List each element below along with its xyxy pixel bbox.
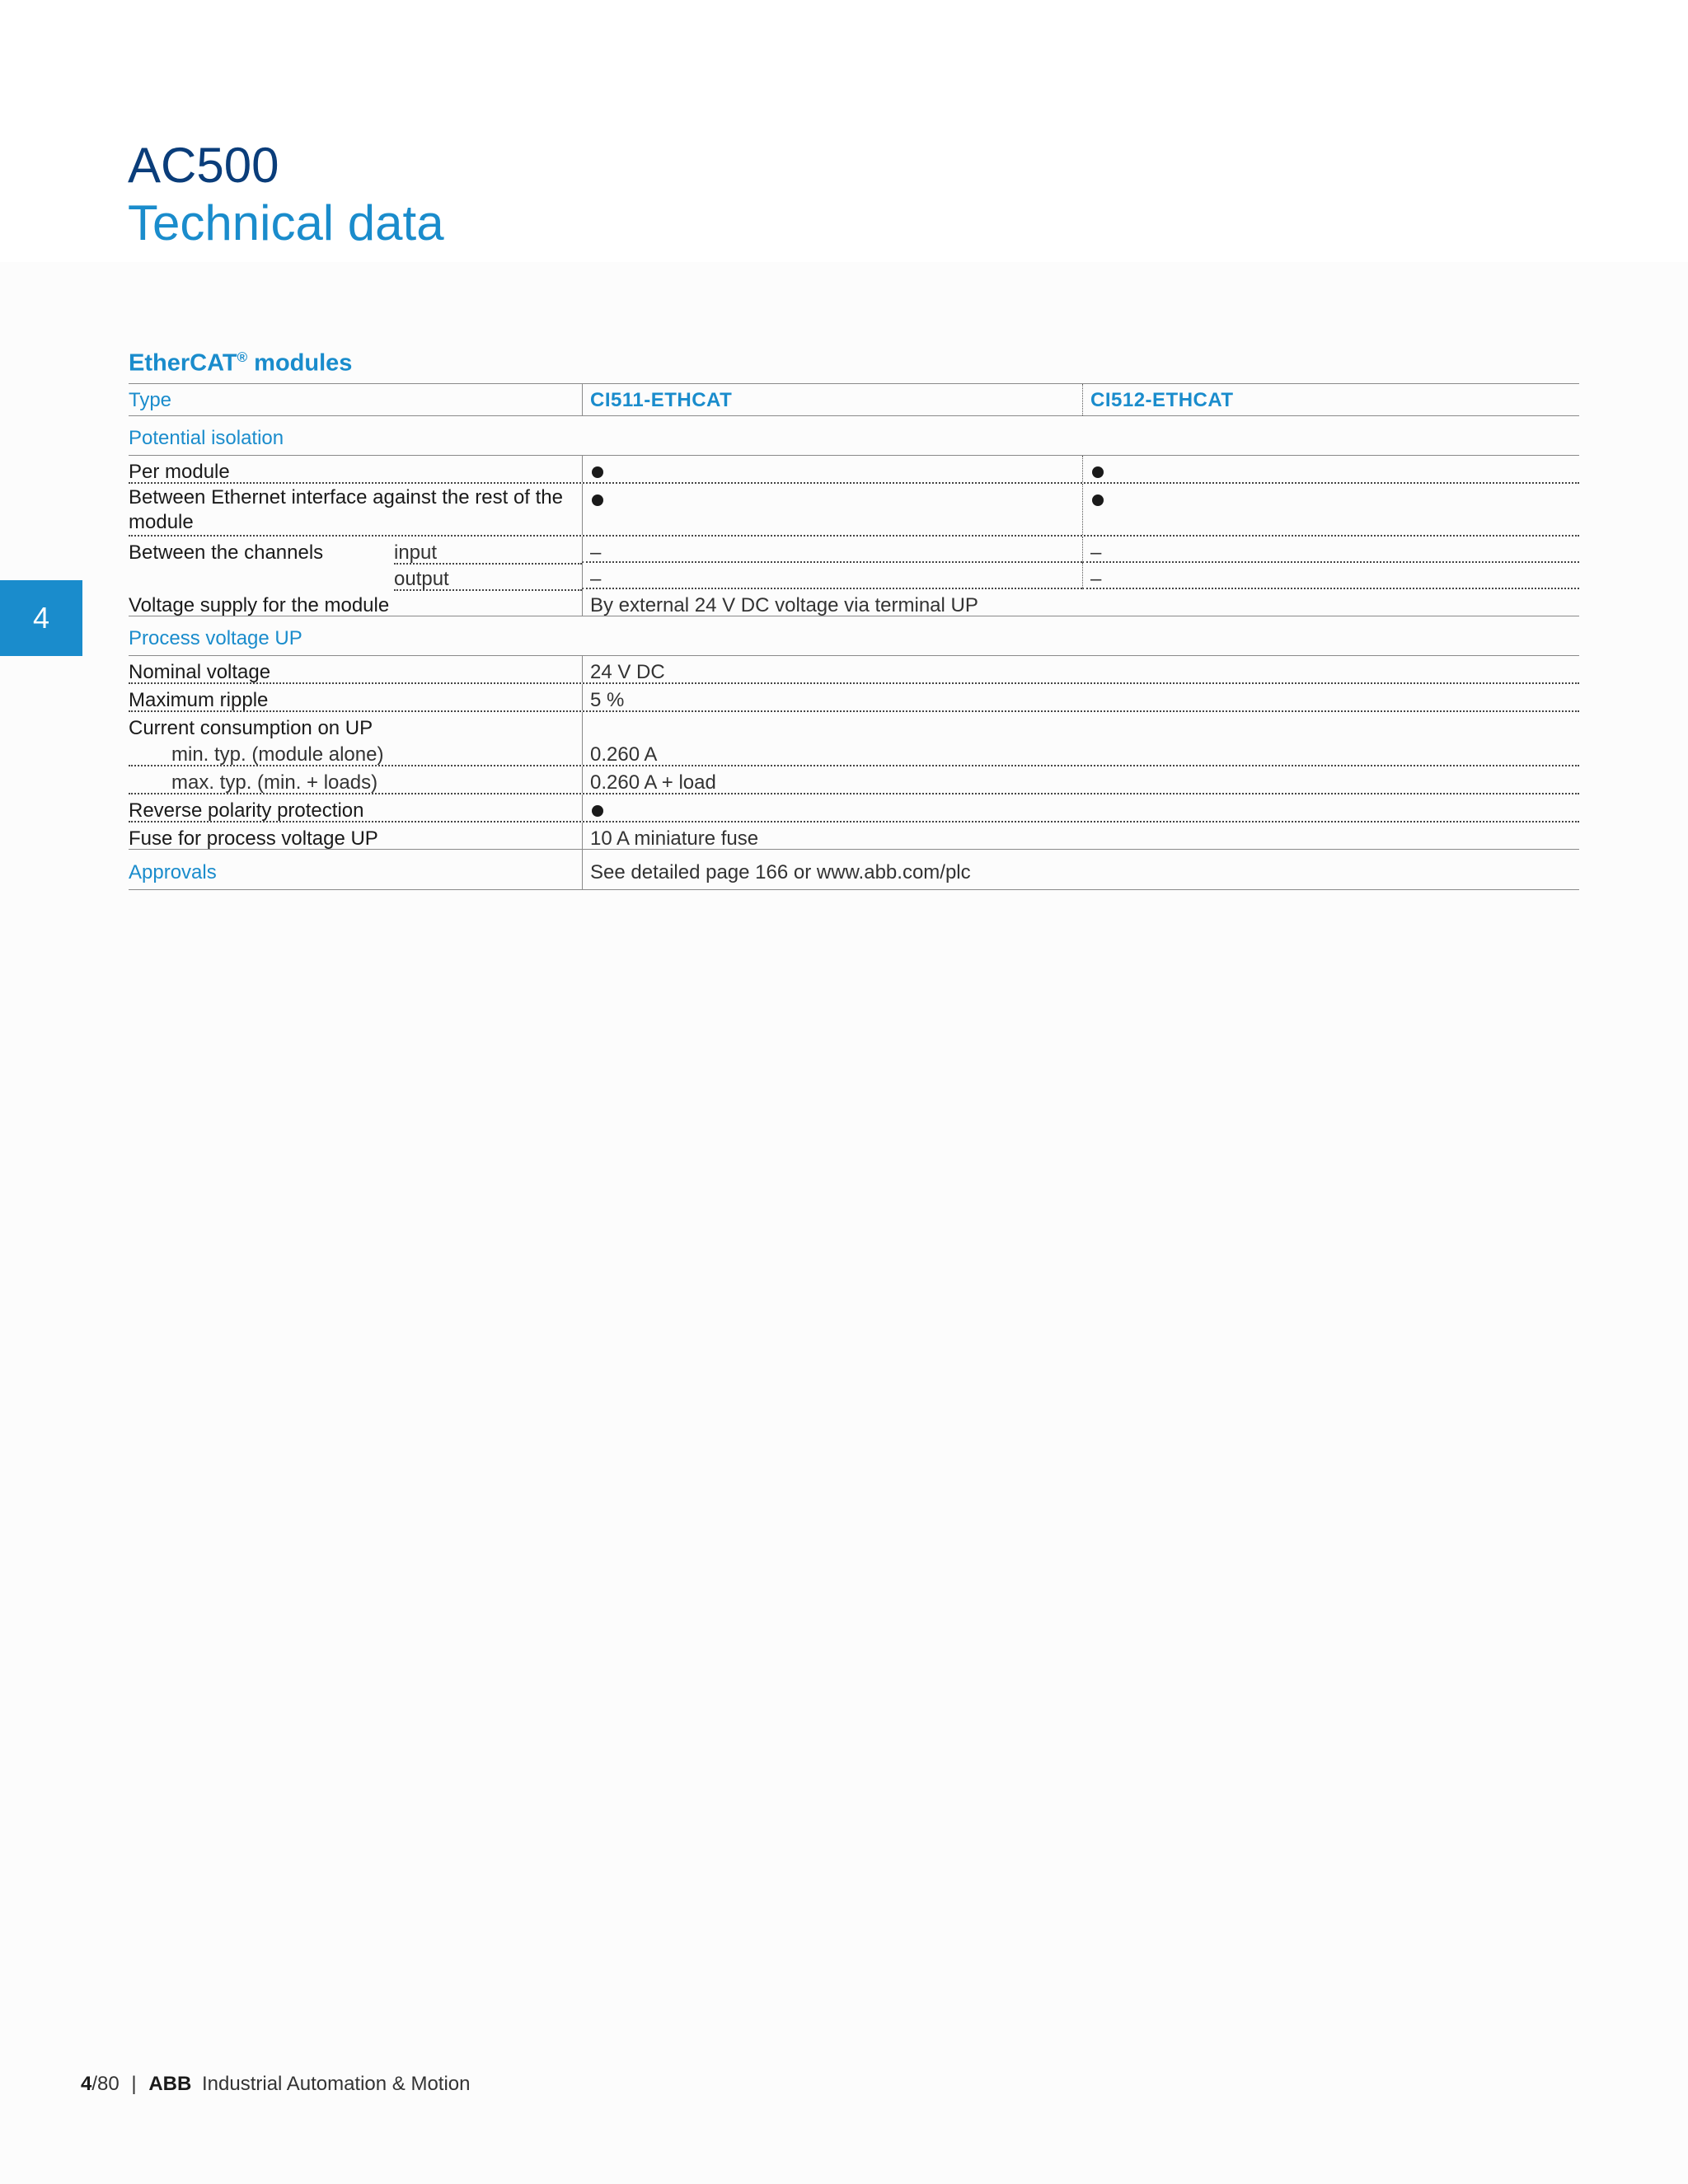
brand-name: ABB <box>148 2073 192 2095</box>
bullet-icon <box>1092 466 1104 478</box>
cell-value: 0.260 A + load <box>582 766 1579 793</box>
type-label: Type <box>129 389 172 411</box>
section-title <box>129 349 352 377</box>
cell-value <box>582 794 1579 821</box>
table-row <box>129 684 1579 712</box>
row-label: Reverse polarity protection <box>129 799 364 822</box>
cell-ci512: – <box>1082 563 1579 589</box>
row-label: Current consumption on UP <box>129 717 373 739</box>
row-label: min. typ. (module alone) <box>171 743 384 766</box>
table-row <box>129 794 1579 823</box>
section-title-rest: modules <box>247 349 353 377</box>
row-label-cell <box>129 563 582 589</box>
page-total: /80 <box>91 2073 120 2095</box>
table-row <box>129 656 1579 684</box>
table-row <box>129 850 1579 890</box>
table-row <box>129 537 1579 563</box>
table-row <box>129 563 1579 589</box>
table-row <box>129 766 1579 794</box>
bullet-icon <box>592 494 603 506</box>
group-process-voltage: Process voltage UP <box>129 616 1579 656</box>
approvals-value: See detailed page 166 or www.abb.com/plc <box>582 850 1579 889</box>
col-ci512: CI512-ETHCAT <box>1082 384 1579 415</box>
row-label: Maximum ripple <box>129 689 269 711</box>
sub-label-output: output <box>394 568 449 590</box>
cell-value: 10 A miniature fuse <box>582 823 1579 849</box>
row-label: Between the channels <box>129 541 324 564</box>
page-title: AC500 <box>128 138 279 193</box>
row-label: Per module <box>129 461 230 483</box>
section-title-main: EtherCAT <box>129 349 237 377</box>
bullet-icon <box>592 466 603 478</box>
spec-table <box>129 383 1579 890</box>
col-ci511: CI511-ETHCAT <box>582 384 1082 415</box>
table-header-row <box>129 383 1579 416</box>
group-potential-isolation: Potential isolation <box>129 416 1579 456</box>
footer-text: Industrial Automation & Motion <box>201 2073 471 2095</box>
cell-ci511: – <box>582 563 1082 589</box>
table-row <box>129 484 1579 537</box>
approvals-label: Approvals <box>129 861 217 883</box>
sub-label-input: input <box>394 541 438 564</box>
cell-value: 24 V DC <box>582 656 1579 682</box>
row-label: Between Ethernet interface against the rest of the module <box>129 486 563 533</box>
registered-mark: ® <box>237 349 248 365</box>
cell-value <box>582 712 1579 738</box>
bullet-icon <box>1092 494 1104 506</box>
bullet-icon <box>592 805 603 817</box>
page-subtitle: Technical data <box>128 195 444 251</box>
page-number: 4 <box>81 2073 92 2095</box>
cell-value: By external 24 V DC voltage via terminal UP <box>582 589 1579 616</box>
cell-ci511 <box>582 456 1082 482</box>
table-row <box>129 823 1579 850</box>
cell-ci512: – <box>1082 537 1579 563</box>
cell-value: 0.260 A <box>582 738 1579 765</box>
row-label: Voltage supply for the module <box>129 594 390 616</box>
chapter-tab: 4 <box>0 580 82 656</box>
cell-ci511 <box>582 484 1082 535</box>
cell-ci512 <box>1082 484 1579 535</box>
footer-separator: | <box>131 2073 137 2095</box>
cell-value: 5 % <box>582 684 1579 710</box>
page-footer <box>81 2073 471 2096</box>
row-label-cell <box>129 537 582 563</box>
row-label: max. typ. (min. + loads) <box>171 771 378 794</box>
table-row <box>129 456 1579 484</box>
table-row <box>129 712 1579 738</box>
row-label: Nominal voltage <box>129 661 271 683</box>
row-label: Fuse for process voltage UP <box>129 827 378 850</box>
table-row <box>129 738 1579 766</box>
cell-ci511: – <box>582 537 1082 563</box>
table-row <box>129 589 1579 616</box>
cell-ci512 <box>1082 456 1579 482</box>
